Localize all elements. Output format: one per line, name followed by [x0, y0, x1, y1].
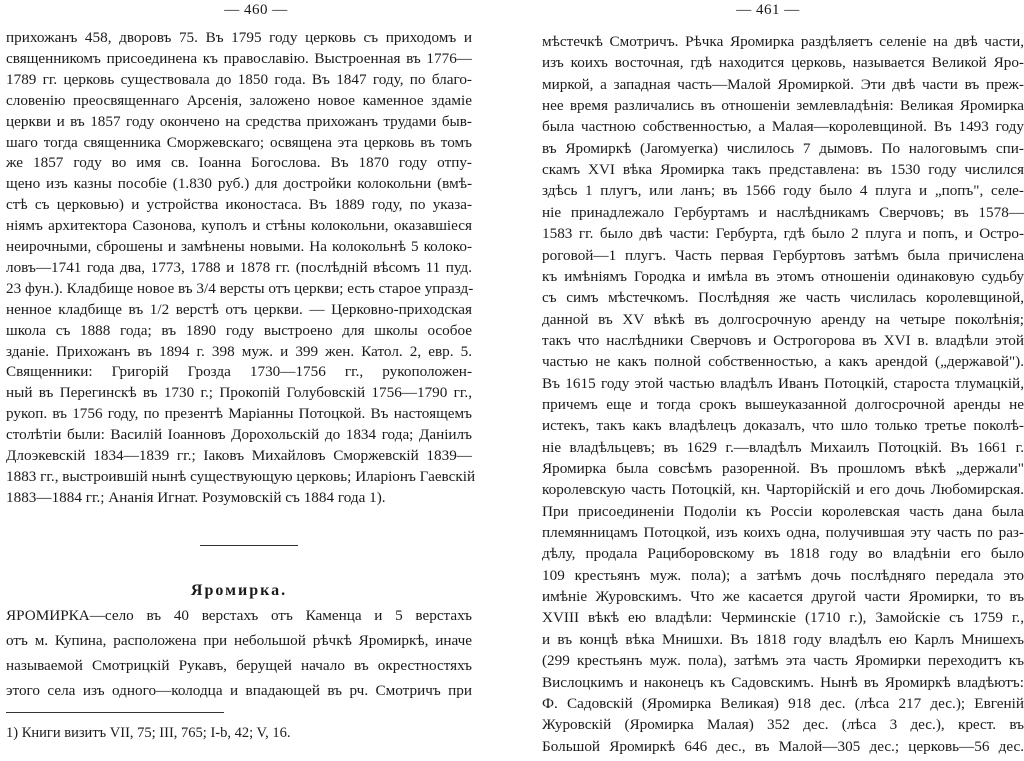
text-line: роговой—1 плугъ. Часть первая Гербуртовъ затѣмъ была причислена — [542, 246, 1024, 264]
text-line: данной въ XV вѣкѣ въ долгосрочную аренду на четыре поколѣнія; — [542, 310, 1024, 328]
page-number: — 461 — — [736, 2, 800, 18]
text-line: ненное кладбище въ 1/2 верстѣ отъ церкви. — Церковно-приходская — [6, 300, 472, 318]
text-line: шаго тогда священника Сморжевскаго; освящена эта церковь въ томъ — [6, 133, 472, 151]
text-line: ніе принадлежало Гербуртамъ и наслѣдникамъ Сверчовъ; въ 1578— — [542, 203, 1024, 221]
text-line: племянницамъ Потоцкой, изъ коихъ одна, получившая эту часть по раз- — [542, 524, 1024, 542]
text-line: Въ 1615 году этой частью владѣлъ Иванъ Потоцкій, староста тлумацкій, — [542, 374, 1024, 392]
text-line: частью не какъ полной собственностью, а какъ арендой („державой"). — [542, 353, 1024, 371]
text-line: миркой, а западная часть—Малой Яромиркой. Эти двѣ части въ преж- — [542, 75, 1024, 93]
text-line: 23 фун.). Кладбище новое въ 3/4 версты отъ церкви; есть старое упразд- — [6, 279, 474, 297]
text-line: Яромирка была совсѣмъ разоренной. Въ прошломъ вѣкѣ „держали" — [542, 460, 1024, 477]
text-line: священникомъ присоединена къ православію. Выстроенная въ 1776— — [6, 49, 472, 67]
text-line: ЯРОМИРКА—село въ 40 верстахъ отъ Каменца и 5 верстахъ — [6, 607, 472, 624]
text-line: зданіе. Прихожанъ въ 1894 г. 398 муж. и 399 жен. Катол. 2, евр. 5. — [6, 342, 472, 360]
text-line: 1883—1884 гг.; Ананія Игнат. Розумовскій съ 1884 года 1). — [6, 488, 386, 506]
text-line: скамъ XVI вѣка Яромирка такъ представлена: въ 1530 году числился — [542, 161, 1024, 179]
text-line: Длоэкевскій 1834—1839 гг.; Іаковъ Михайловъ Сморжевскій 1839— — [6, 447, 472, 464]
text-line: ный въ Перегинскѣ въ 1730 г.; Прокопій Голубовскій 1756—1790 гг., — [6, 384, 472, 402]
text-line: прихожанъ 458, дворовъ 75. Въ 1795 году церковь съ приходомъ и — [6, 29, 472, 46]
text-line: здѣсь 1 плугъ, или ланъ; въ 1566 году было 4 плуга и „попъ", селе- — [542, 182, 1024, 200]
text-line: въ Яромиркѣ (Jarомyerка) числилось 7 дымовъ. По налоговымъ спи- — [542, 139, 1024, 157]
text-line: была частною собственностью, а Малая—королевщиной. Въ 1493 году — [542, 118, 1024, 136]
text-line: ніямъ архитектора Сазонова, куполъ и стѣны колокольни, оказавшіеся — [6, 217, 472, 235]
text-line: ніе владѣльцевъ; въ 1629 г.—владѣлъ Михаилъ Потоцкій. Въ 1661 г. — [542, 438, 1024, 456]
text-line: При присоединеніи Подоліи къ Россіи королевская часть дана была — [542, 502, 1024, 520]
text-line: Журовскій (Яромирка Малая) 352 дес. (лѣса 3 дес.), крест. въ — [542, 716, 1024, 734]
section-divider — [200, 545, 298, 546]
page-number: — 460 — — [224, 2, 288, 18]
text-line: словенію преосвященнаго Арсенія, заложено новое каменное здаміе — [6, 91, 472, 109]
text-line: столѣтіи были: Василій Іоанновъ Дорохольскій до 1834 года; Даніилъ — [6, 426, 472, 444]
text-line: неирочными, сброшены и замѣнены новыми. На колокольнѣ 5 колоко- — [6, 238, 472, 255]
text-line: причемъ еще и тогда срокъ вышеуказанной долгосрочной аренды не — [542, 395, 1024, 413]
text-line: XVIII вѣкѣ ею владѣли: Черминскіе (1710 г.), Замойскіе съ 1759 г., — [542, 609, 1024, 627]
footnote-rule — [6, 712, 224, 713]
text-line: изъ коихъ восточная, гдѣ находится церковь, называется Великой Яро- — [542, 54, 1024, 72]
text-line: же 1857 году во имя св. Іоанна Богослова. Въ 1870 году отпу- — [6, 154, 472, 172]
text-line: такъ что наслѣдники Сверчовъ и Острогорова въ XVI в. владѣли этой — [542, 331, 1024, 349]
text-line: 1883 гг., выстроившій нынѣ существующую церковь; Иларіонъ Гаевскій — [6, 467, 476, 485]
text-line: (299 крестьянъ муж. пола), затѣмъ эта часть Яромирки переходитъ къ — [542, 652, 1024, 670]
text-line: мѣстечкѣ Смотричъ. Рѣчка Яромирка раздѣляетъ селеніе на двѣ части, — [542, 33, 1024, 50]
text-line: отъ м. Купина, расположена при небольшой рѣчкѣ Яромиркѣ, иначе — [6, 632, 472, 649]
text-line: щено изъ казны пособіе (1.830 руб.) для достройки колокольни (вмѣ- — [6, 175, 472, 193]
text-line: къ имѣніямъ Городка и имѣла въ этомъ отношеніи одинаковую судьбу — [542, 267, 1024, 285]
footnote: 1) Книги визитъ VII, 75; III, 765; I-b, 42; V, 16. — [6, 725, 291, 741]
section-heading: Яромирка. — [190, 582, 288, 599]
text-line: нее время различались въ отношеніи землевладѣнія: Великая Яромирка — [542, 97, 1024, 115]
text-line: называемой Смотрицкій Рукавъ, берущей начало въ окрестностяхъ — [6, 657, 472, 674]
text-line: Ф. Садовскій (Яромирка Великая) 918 дес. (лѣса 217 дес.); Евгеній — [542, 694, 1024, 712]
text-line: церкви и въ 1857 году окончено на средства прихожанъ трудами быв- — [6, 112, 472, 130]
text-line: Вислоцкимъ и наконецъ къ Садовскимъ. Нынѣ въ Яромиркѣ владѣютъ: — [542, 673, 1024, 691]
text-line: стѣ съ церковью) и устройства иконостаса. Въ 1889 году, по указа- — [6, 196, 472, 214]
text-line: истекъ, такъ какъ владѣлецъ доказалъ, что шло только третье поколѣ- — [542, 417, 1024, 435]
text-line: школа съ 1888 года; въ 1890 году выстроено для школы особое — [6, 321, 472, 339]
text-line: 109 крестьянъ муж. пола); а затѣмъ дочь послѣдняго передала это — [542, 566, 1024, 584]
text-line: и въ концѣ вѣка Мнишхи. Въ 1818 году владѣлъ ею Карлъ Мнишехъ — [542, 630, 1024, 648]
text-line: Священники: Григорій Грозда 1730—1756 гг., рукоположен- — [6, 363, 472, 381]
text-line: дѣлу, продала Рациборовскому въ 1818 году во владѣніи его было — [542, 545, 1024, 563]
text-line: этого села изъ одного—колодца и впадающей въ рч. Смотричъ при — [6, 682, 472, 699]
text-line: съ симъ мѣстечкомъ. Послѣдняя же часть числилась королевщиной, — [542, 289, 1024, 307]
text-line: имѣніе Журовскимъ. Что же касается другой части Яромирки, то въ — [542, 588, 1024, 606]
text-line: 1583 гг. было двѣ части: Гербурта, гдѣ было 2 плуга и попъ, и Остро- — [542, 225, 1024, 243]
text-line: рукоп. въ 1756 году, по презентѣ Маріанны Потоцкой. Въ настоящемъ — [6, 405, 472, 423]
text-line: 1789 гг. церковь существовала до 1850 года. Въ 1847 году, по благо- — [6, 70, 472, 88]
text-line: Большой Яромиркѣ 646 дес., въ Малой—305 дес.; церковь—56 дес. — [542, 737, 1024, 755]
text-line: королевскую часть Потоцкій, кн. Чарторійскій и его дочь Любомирская. — [542, 481, 1024, 499]
text-line: ловъ—1741 года два, 1773, 1788 и 1878 гг. (послѣдній вѣсомъ 11 пуд. — [6, 258, 472, 276]
right-page — [512, 0, 1024, 761]
